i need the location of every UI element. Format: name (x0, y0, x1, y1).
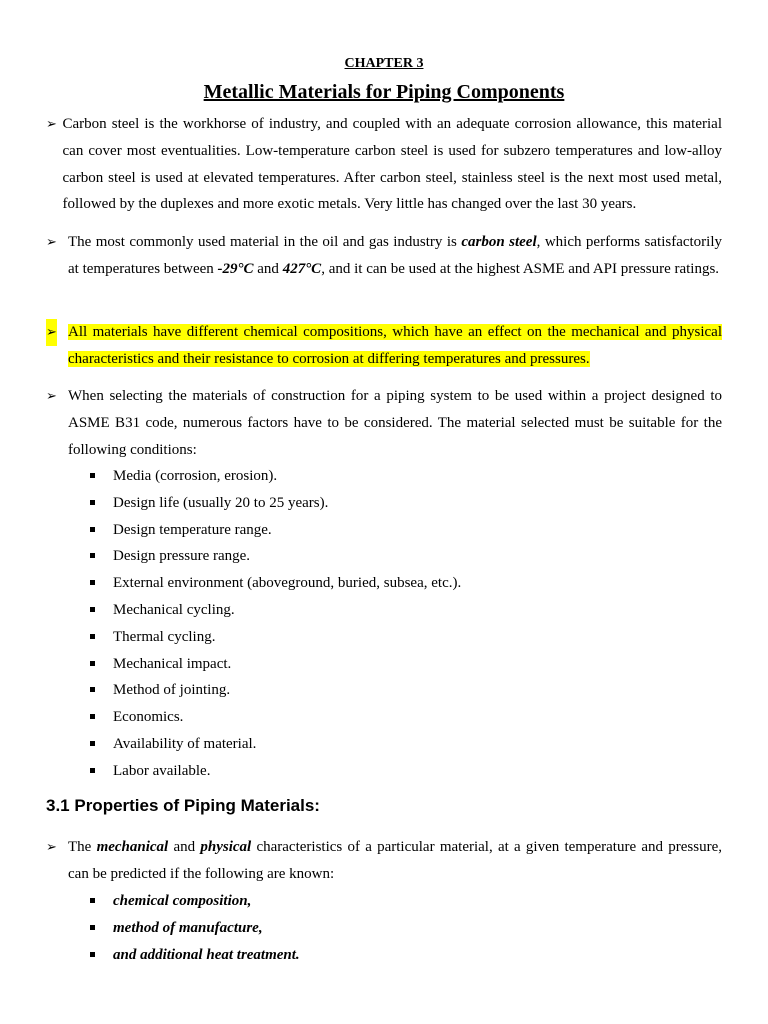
list-item (90, 704, 690, 731)
emphasis-max-temp: 427°C (282, 260, 322, 277)
list-item-label: Design pressure range. (113, 548, 251, 565)
arrowhead-bullet-icon: ➢ (46, 319, 57, 346)
list-item (90, 651, 690, 678)
list-item (90, 677, 690, 704)
paragraph-text (68, 834, 722, 888)
list-item-label: Design temperature range. (113, 521, 272, 538)
section-heading: 3.1 Properties of Piping Materials: (46, 796, 320, 815)
chapter-label: CHAPTER 3 (344, 56, 424, 71)
square-bullet-icon (90, 607, 95, 612)
square-bullet-icon (90, 580, 95, 585)
list-item (90, 731, 690, 758)
list-item (90, 624, 690, 651)
square-bullet-icon (90, 687, 95, 692)
square-bullet-icon (90, 500, 95, 505)
list-item-label: chemical composition, (113, 893, 252, 909)
square-bullet-icon (90, 473, 95, 478)
list-item-label: and additional heat treatment. (113, 946, 300, 963)
list-item (90, 570, 690, 597)
text-run: The (68, 839, 97, 855)
list-item (90, 543, 690, 570)
list-item (90, 758, 690, 785)
square-bullet-icon (90, 527, 95, 532)
arrowhead-bullet-icon: ➢ (46, 234, 57, 249)
list-item-label: method of manufacture, (113, 919, 263, 936)
list-item-label: Availability of material. (113, 735, 257, 752)
list-item (90, 888, 690, 915)
square-bullet-icon (90, 634, 95, 639)
conditions-list (90, 463, 690, 785)
list-item-label: Method of jointing. (113, 682, 231, 699)
list-item-label: Economics. (113, 709, 184, 726)
square-bullet-icon (90, 925, 95, 930)
arrowhead-bullet-icon: ➢ (46, 388, 57, 403)
paragraph-text: When selecting the materials of construction for a piping system to be used within a project designed to ASME B31 code, numerous factors have to be considered. The material selected must be suitable for the following conditions: (68, 388, 722, 458)
paragraph-text: Carbon steel is the workhorse of industry, and coupled with an adequate corrosion allowance, this material can cover most eventualities. Low-temperature carbon steel is used for subzero temperatures and low-alloy carbon steel is used at elevated temperatures. After carbon steel, stainless steel is the next most used metal, followed by the duplexes and more exotic metals. Very little has changed over the last 30 years. (62, 116, 722, 213)
paragraph-carbon-steel (46, 111, 722, 218)
square-bullet-icon (90, 898, 95, 903)
list-item (90, 490, 690, 517)
square-bullet-icon (90, 553, 95, 558)
arrowhead-bullet-icon: ➢ (46, 116, 57, 131)
square-bullet-icon (90, 952, 95, 957)
list-item-label: Labor available. (113, 762, 211, 779)
list-item-label: Design life (usually 20 to 25 years). (113, 494, 329, 511)
paragraph-characteristics (46, 834, 722, 888)
square-bullet-icon (90, 661, 95, 666)
emphasis-physical: physical (200, 839, 252, 855)
list-item-label: Thermal cycling. (113, 628, 216, 645)
arrowhead-bullet-icon: ➢ (46, 839, 57, 854)
text-run: , and it can be used at the highest ASME and API pressure ratings. (321, 260, 720, 277)
text-run: The most commonly used material in the oil and gas industry is (68, 234, 462, 250)
list-item-label: Mechanical impact. (113, 655, 232, 672)
text-run: and (168, 839, 201, 855)
list-item (90, 597, 690, 624)
list-item (90, 463, 690, 490)
list-item (90, 517, 690, 544)
list-item-label: Mechanical cycling. (113, 601, 235, 618)
emphasis-carbon-steel: carbon steel (461, 234, 537, 250)
list-item-label: Media (corrosion, erosion). (113, 468, 278, 484)
highlighted-text: All materials have different chemical compositions, which have an effect on the mechanical and physical characteristics and their resistance to corrosion at differing temperatures and pressures. (68, 324, 722, 367)
text-run: and (253, 260, 283, 277)
square-bullet-icon (90, 714, 95, 719)
square-bullet-icon (90, 768, 95, 773)
list-item (90, 915, 690, 942)
text-run: , which performs satisfactorily at temperatures between (68, 234, 723, 277)
paragraph-common-material (46, 229, 722, 283)
paragraph-text (68, 229, 722, 283)
paragraph-chemical-compositions (46, 319, 722, 373)
paragraph-selecting-materials (46, 383, 722, 463)
text-run: characteristics of a particular material, at a given temperature and pressure, can be predicted if the following are known: (68, 839, 722, 882)
emphasis-min-temp: -29°C (217, 260, 254, 277)
list-item-label: External environment (aboveground, buried, subsea, etc.). (113, 575, 462, 592)
square-bullet-icon (90, 741, 95, 746)
emphasis-mechanical: mechanical (96, 839, 169, 855)
paragraph-text (68, 319, 722, 373)
list-item (90, 942, 690, 969)
page-title: Metallic Materials for Piping Components (203, 81, 565, 103)
known-factors-list (90, 888, 690, 968)
